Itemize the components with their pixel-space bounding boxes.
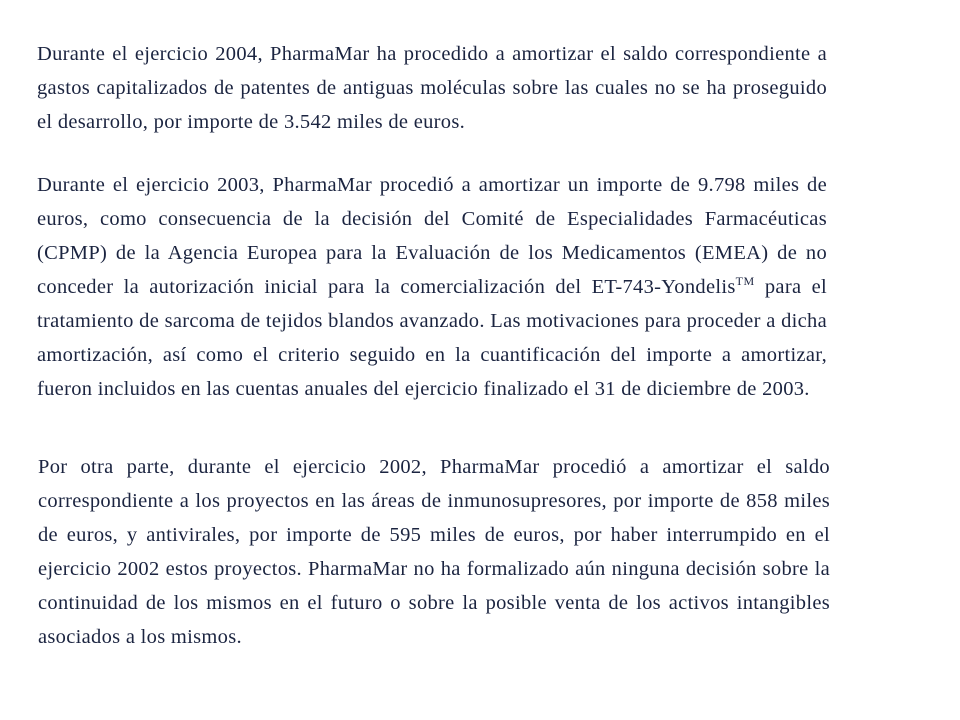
paragraph-amortization-2002: Por otra parte, durante el ejercicio 2002, PharmaMar procedió a amortizar el saldo correspondiente a los proyectos en las áreas de inmunosupresores, por importe de 858 miles de euros, y antivirales, por importe de 595 miles de euros, por haber interrumpido en el ejercicio 2002 estos proyectos. PharmaMar no ha formalizado aún ninguna decisión sobre la continuidad de los mismos en el futuro o sobre la posible venta de los activos intangibles asociados a los mismos. bbox=[38, 456, 830, 648]
paragraph-2003-text-before-trademark: Durante el ejercicio 2003, PharmaMar procedió a amortizar un importe de 9.798 miles de euros, como consecuencia de la decisión del Comité de Especialidades Farmacéuticas (CPMP) de la Agencia Europea para la Evaluación de los Medicamentos (EMEA) de no conceder la autorización inicial para la comercialización del ET-743-Yondelis bbox=[37, 174, 827, 298]
trademark-symbol: TM bbox=[735, 274, 755, 288]
paragraph-amortization-2004: Durante el ejercicio 2004, PharmaMar ha procedido a amortizar el saldo correspondiente a gastos capitalizados de patentes de antiguas moléculas sobre las cuales no se ha proseguido el desarrollo, por importe de 3.542 miles de euros. bbox=[37, 43, 827, 133]
paragraph-amortization-2003 bbox=[37, 168, 827, 406]
paragraph-2003-text-after-trademark: para el tratamiento de sarcoma de tejidos blandos avanzado. Las motivaciones para proceder a dicha amortización, así como el criterio seguido en la cuantificación del importe a amortizar, fueron incluidos en las cuentas anuales del ejercicio finalizado el 31 de diciembre de 2003. bbox=[37, 276, 828, 400]
